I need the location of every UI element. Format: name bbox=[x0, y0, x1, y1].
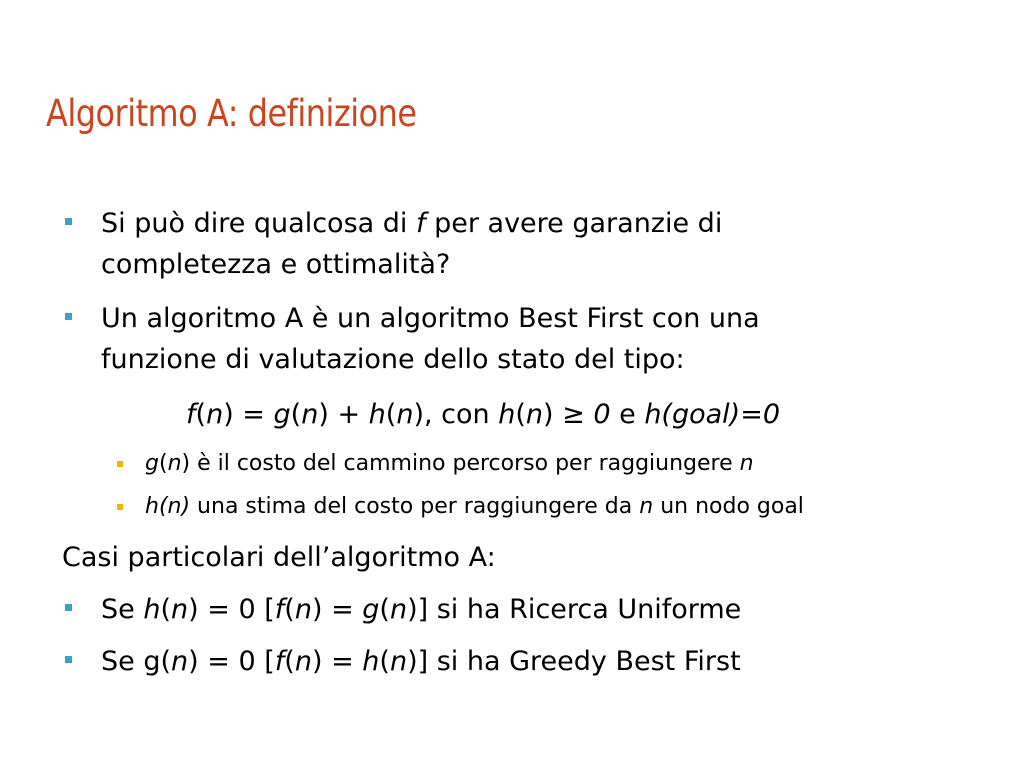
bullet-text bbox=[101, 646, 741, 677]
text-segment: Se g( bbox=[101, 646, 172, 677]
formula-part: f bbox=[186, 399, 196, 430]
text-segment: ( bbox=[379, 646, 390, 677]
bullet-continuation bbox=[101, 339, 685, 380]
text-segment: ) è il costo del cammino percorso per raggiungere bbox=[181, 451, 740, 476]
bullet-item bbox=[101, 641, 741, 682]
formula-part: h bbox=[368, 399, 386, 430]
text-segment: ( bbox=[379, 594, 390, 625]
sub-bullet-text bbox=[145, 494, 804, 519]
text-segment: g bbox=[145, 451, 159, 476]
formula-part: ) bbox=[543, 399, 563, 430]
section-heading bbox=[62, 537, 496, 578]
formula-part: ), con bbox=[413, 399, 499, 430]
formula-part: ( bbox=[385, 399, 397, 430]
text-segment: una stima del costo per raggiungere da bbox=[190, 494, 640, 519]
text-segment: n bbox=[167, 451, 182, 476]
bullet-text: funzione di valutazione dello stato del tipo: bbox=[101, 344, 685, 375]
formula-part: ( bbox=[290, 399, 302, 430]
formula-part: ( bbox=[515, 399, 526, 430]
text-segment: f bbox=[274, 646, 285, 677]
text-segment: un nodo goal bbox=[653, 494, 804, 519]
sub-bullet-item bbox=[145, 449, 754, 479]
text-segment: n bbox=[294, 594, 312, 625]
square-bullet-icon bbox=[65, 313, 72, 320]
text-segment: n bbox=[389, 646, 408, 677]
square-bullet-icon bbox=[117, 461, 123, 467]
square-bullet-icon bbox=[117, 504, 123, 510]
formula-part: n bbox=[396, 399, 414, 430]
text-segment: )] si ha Greedy Best First bbox=[407, 646, 741, 677]
text-segment: ( bbox=[160, 594, 172, 625]
formula bbox=[186, 394, 780, 435]
text-segment: ) = 0 [ bbox=[188, 646, 275, 677]
slide-title: Algoritmo A: definizione bbox=[46, 92, 417, 135]
text-segment: ( bbox=[284, 594, 295, 625]
bullet-text: completezza e ottimalità? bbox=[101, 249, 451, 280]
text-segment: Si può dire qualcosa di bbox=[101, 208, 416, 239]
formula-part: ≥ 0 bbox=[562, 399, 611, 430]
text-segment: )] si ha Ricerca Uniforme bbox=[407, 594, 742, 625]
text-segment: f bbox=[416, 208, 426, 239]
bullet-text bbox=[101, 594, 741, 625]
bullet-continuation bbox=[101, 244, 450, 285]
bullet-text bbox=[101, 208, 722, 239]
bullet-item bbox=[101, 203, 722, 244]
square-bullet-icon bbox=[65, 218, 72, 225]
formula-part: g bbox=[273, 399, 291, 430]
formula-part: ( bbox=[195, 399, 207, 430]
text-segment: ) = 0 [ bbox=[188, 594, 275, 625]
formula-part: n bbox=[525, 399, 544, 430]
text-segment: Se bbox=[101, 594, 144, 625]
square-bullet-icon bbox=[65, 656, 72, 663]
text-segment: ) = bbox=[311, 646, 363, 677]
formula-part: h bbox=[498, 399, 516, 430]
text-segment: n bbox=[639, 494, 654, 519]
text-segment: ( bbox=[284, 646, 295, 677]
text-segment: n bbox=[171, 646, 189, 677]
text-segment: n bbox=[389, 594, 408, 625]
formula-part: n bbox=[301, 399, 319, 430]
formula-part: n bbox=[206, 399, 224, 430]
formula-part: e bbox=[610, 399, 645, 430]
heading-text: Casi particolari dell’algoritmo A: bbox=[62, 542, 496, 573]
sub-bullet-item bbox=[145, 492, 804, 522]
formula-part: ) + bbox=[318, 399, 369, 430]
text-segment: h bbox=[362, 646, 380, 677]
text-segment: n bbox=[294, 646, 312, 677]
bullet-item bbox=[101, 589, 741, 630]
text-segment: h bbox=[143, 594, 161, 625]
formula-part: ) = bbox=[223, 399, 274, 430]
text-segment: ( bbox=[158, 451, 168, 476]
text-segment: n bbox=[171, 594, 189, 625]
formula-part: h(goal)=0 bbox=[644, 399, 780, 430]
text-segment: ) = bbox=[311, 594, 363, 625]
text-segment: g bbox=[362, 594, 380, 625]
sub-bullet-text bbox=[145, 451, 754, 476]
text-segment: n bbox=[739, 451, 754, 476]
text-segment: h(n) bbox=[145, 494, 191, 519]
square-bullet-icon bbox=[65, 604, 72, 611]
text-segment: per avere garanzie di bbox=[425, 208, 723, 239]
bullet-text: Un algoritmo A è un algoritmo Best First con una bbox=[101, 303, 760, 334]
bullet-item bbox=[101, 298, 760, 339]
text-segment: f bbox=[274, 594, 285, 625]
